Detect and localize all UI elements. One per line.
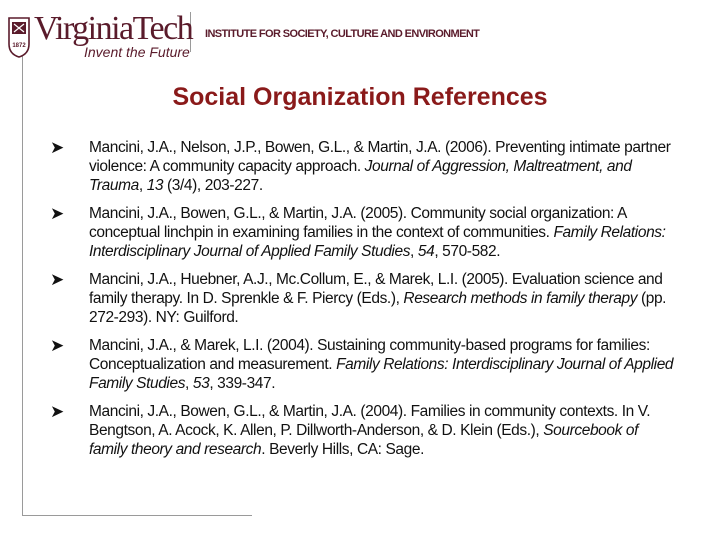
virginia-tech-logo <box>4 10 193 62</box>
institute-name: INSTITUTE FOR SOCIETY, CULTURE AND ENVIRONMENT <box>205 28 480 40</box>
reference-journal: Family Relations: Interdisciplinary Journal of Applied Family Studies <box>89 356 674 392</box>
reference-text: Mancini, J.A., Bowen, G.L., & Martin, J.A. (2004). Families in community contexts. In V. Bengtson, A. Acock, K. Allen, P. Dillworth-Anderson, & D. Klein (Eds.), <box>89 403 651 439</box>
reference-item <box>50 402 675 459</box>
reference-item <box>50 336 675 393</box>
reference-item <box>50 270 675 327</box>
reference-item <box>50 204 675 261</box>
left-border-line <box>22 56 23 516</box>
reference-text: Mancini, J.A., Huebner, A.J., Mc.Collum, E., & Marek, L.I. (2005). Evaluation science and family therapy. In D. Sprenkle & F. Piercy (Eds.), <box>89 271 663 307</box>
bottom-border-line <box>22 515 252 516</box>
reference-pages: . Beverly Hills, CA: Sage. <box>261 441 424 458</box>
university-seal-icon <box>8 16 30 58</box>
slide-title: Social Organization References <box>172 83 548 111</box>
logo-tagline: Invent the Future <box>84 44 190 60</box>
reference-separator: , <box>138 177 147 194</box>
reference-journal: Journal of Aggression, Maltreatment, and Trauma <box>89 158 632 194</box>
reference-item <box>50 138 675 195</box>
reference-volume: 13 <box>146 177 164 194</box>
reference-list <box>50 138 675 468</box>
reference-separator: , <box>185 375 193 392</box>
reference-text: Mancini, J.A., Nelson, J.P., Bowen, G.L., & Martin, J.A. (2006). Preventing intimate partner violence: A community capacity approach. <box>89 139 671 175</box>
reference-journal: Family Relations: Interdisciplinary Journal of Applied Family Studies <box>89 224 666 260</box>
reference-volume: 54 <box>417 243 435 260</box>
arrow-bullet-icon: ➤ <box>50 270 64 289</box>
reference-pages: (pp. 272-293). NY: Guilford. <box>89 290 667 326</box>
arrow-bullet-icon: ➤ <box>50 204 64 223</box>
reference-pages: , 339-347. <box>209 375 276 392</box>
reference-journal: Research methods in family therapy <box>403 290 638 307</box>
arrow-bullet-icon: ➤ <box>50 138 64 157</box>
arrow-bullet-icon: ➤ <box>50 336 64 355</box>
reference-pages: (3/4), 203-227. <box>163 177 263 194</box>
reference-journal: Sourcebook of family theory and research <box>89 422 638 458</box>
reference-separator: , <box>410 243 418 260</box>
reference-text: Mancini, J.A., & Marek, L.I. (2004). Sustaining community-based programs for families: Conceptualization and measurement. <box>89 337 650 373</box>
arrow-bullet-icon: ➤ <box>50 402 64 421</box>
reference-volume: 53 <box>192 375 210 392</box>
seal-year: 1872 <box>12 43 26 49</box>
reference-text: Mancini, J.A., Bowen, G.L., & Martin, J.A. (2005). Community social organization: A conceptual linchpin in examining families in the context of communities. <box>89 205 627 241</box>
logo-wordmark: VirginiaTech <box>34 10 193 47</box>
reference-pages: , 570-582. <box>434 243 501 260</box>
